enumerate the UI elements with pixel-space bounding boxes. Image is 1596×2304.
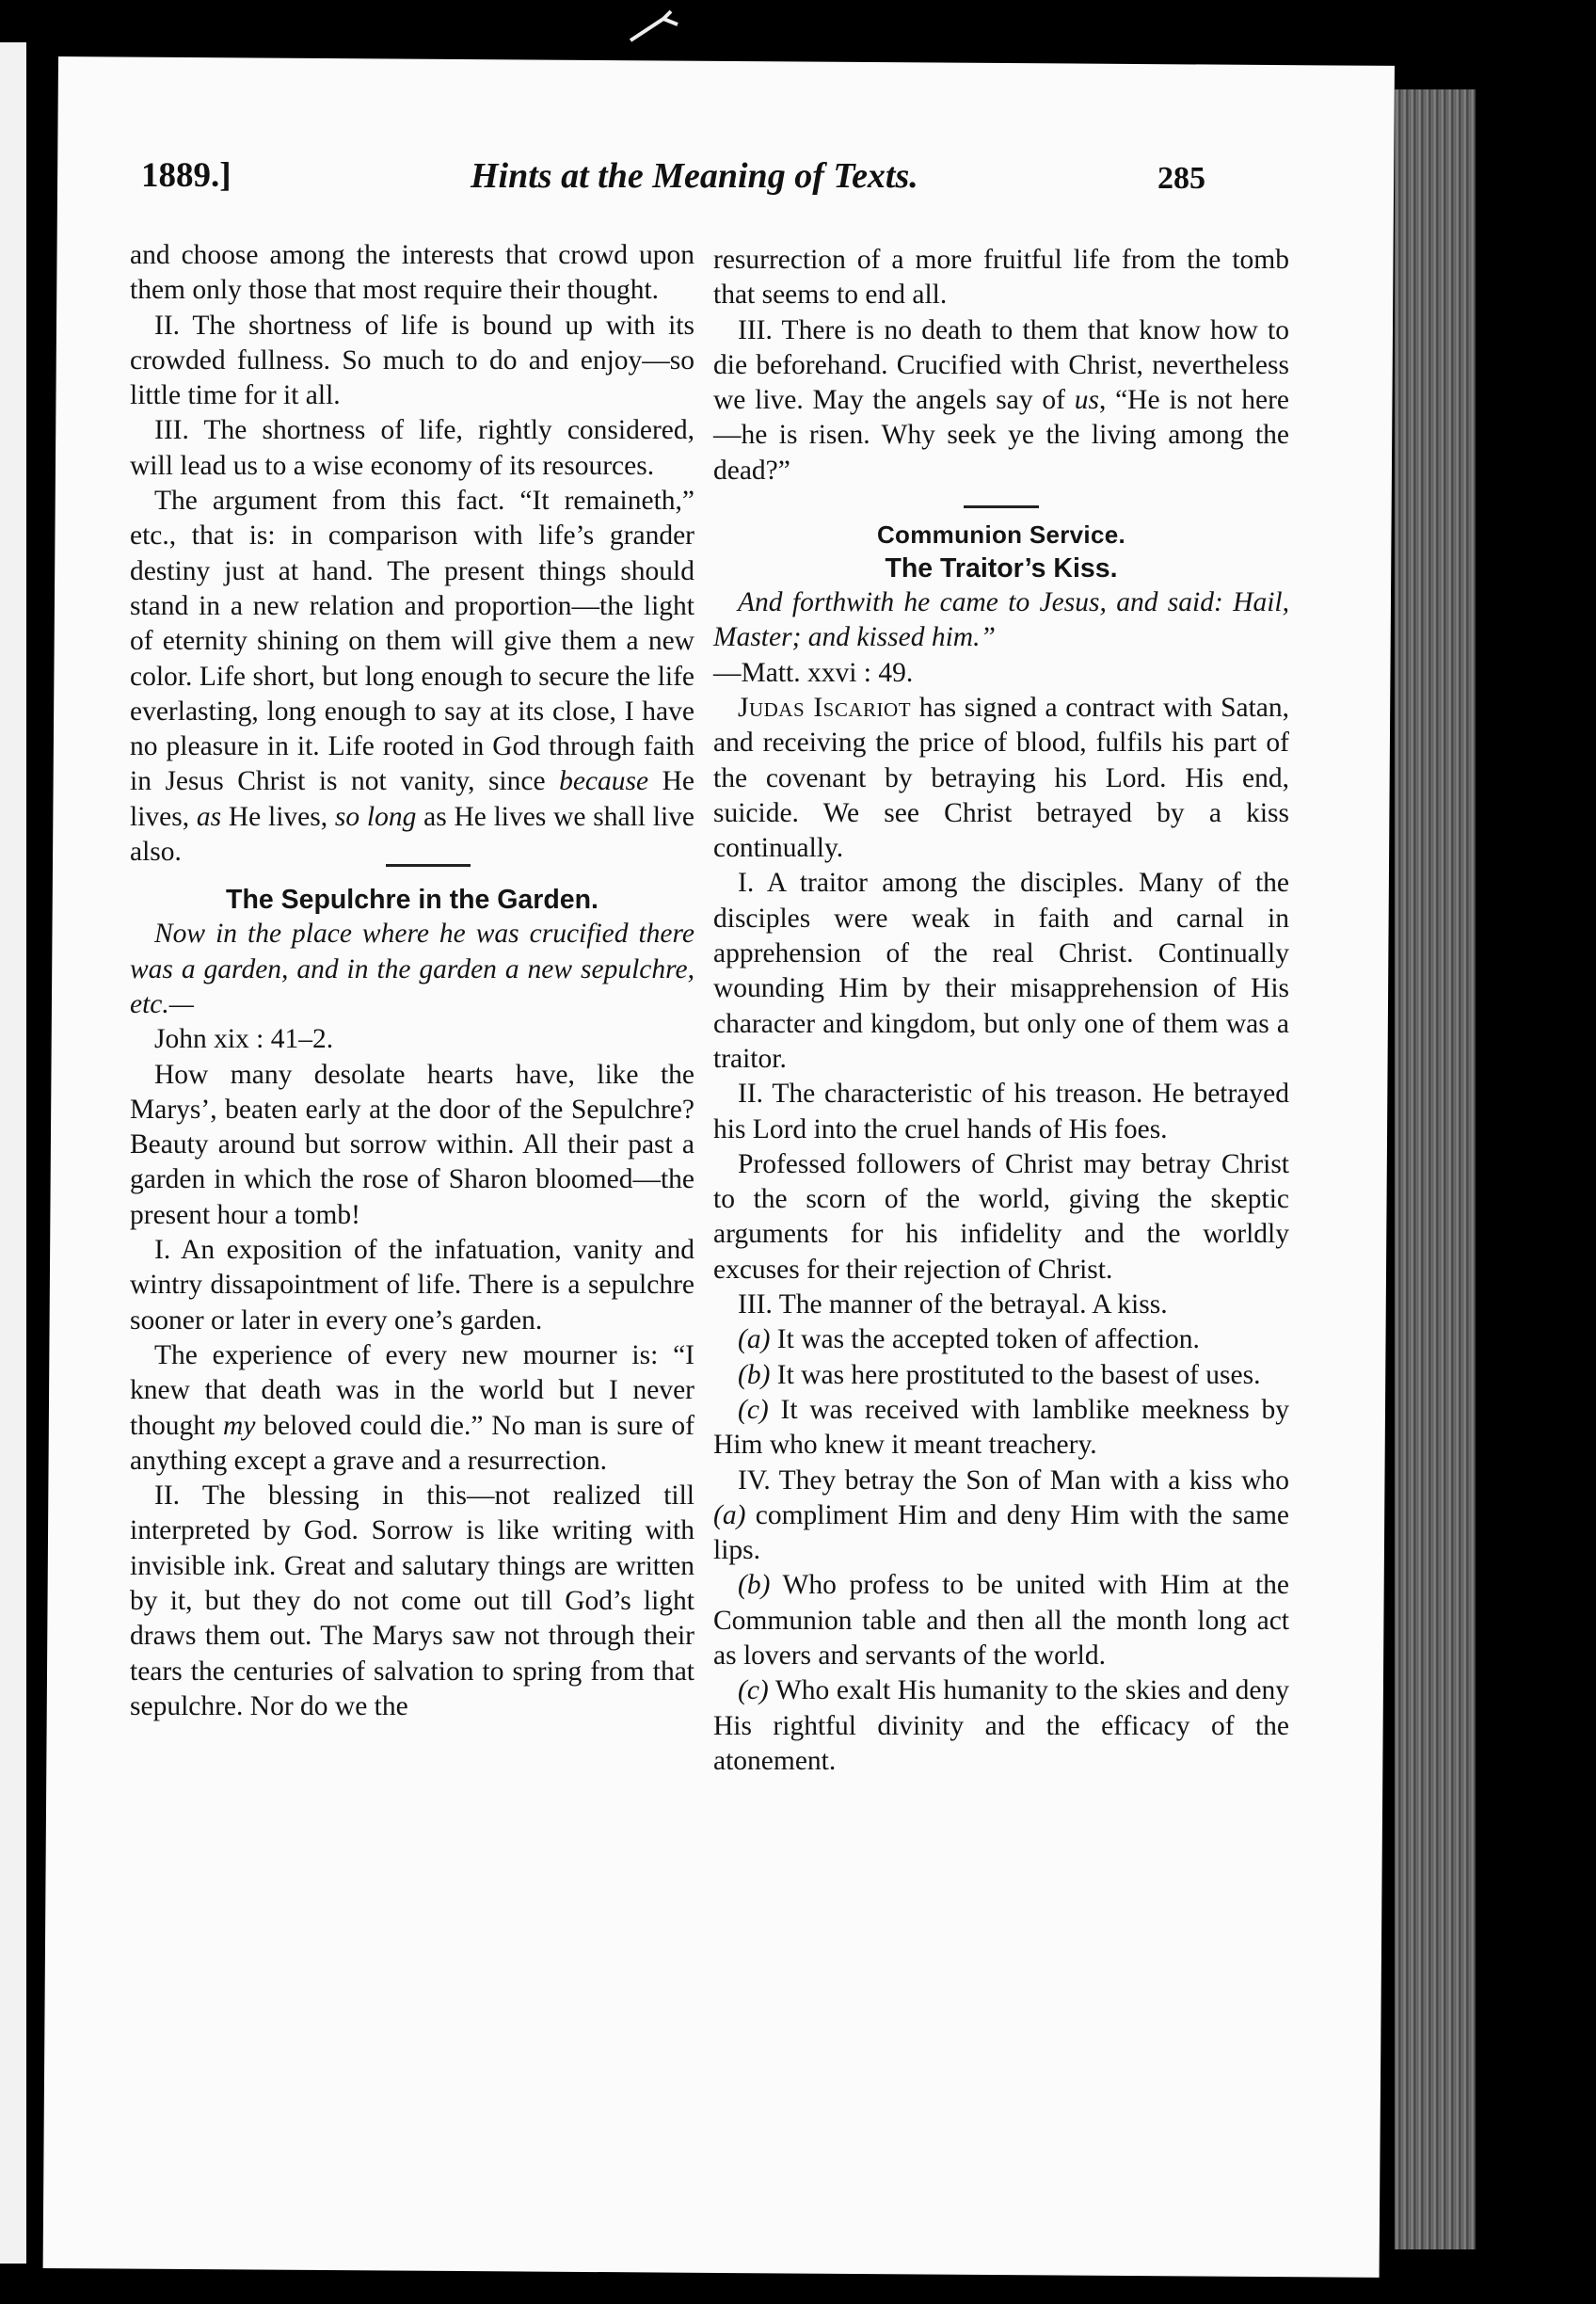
right-column (713, 243, 1289, 1779)
right-p9-text: It was here prostituted to the basest of uses. (770, 1359, 1261, 1390)
section-label-communion: Communion Service. (876, 520, 1126, 550)
right-paragraph-10 (713, 1393, 1289, 1464)
right-p13-text: Who exalt His humanity to the skies and deny His rightful divinity and the efficacy of the atonement. (713, 1675, 1289, 1776)
right-p10-label-c: (c) (738, 1394, 769, 1425)
right-paragraph-1: resurrection of a more fruitful life from the tomb that seems to end all. (713, 245, 1289, 311)
right-paragraph-2 (713, 313, 1289, 488)
right-p12-label-b: (b) (738, 1570, 771, 1601)
left-p4-text-c: He lives, (130, 766, 694, 832)
right-paragraph-7: III. The manner of the betrayal. A kiss. (738, 1289, 1168, 1320)
right-paragraph-3 (713, 691, 1289, 866)
book-fore-edge (1395, 89, 1476, 2249)
right-p11-text-a: IV. They betray the Son of Man with a kiss who (738, 1464, 1289, 1496)
right-paragraph-9 (713, 1358, 1289, 1393)
section-divider-right (964, 505, 1039, 508)
right-p2-text-a: III. There is no death to them that know how to die beforehand. Crucified with Christ, nevertheless we live. May the angels say of (713, 314, 1289, 416)
right-p10-text: It was received with lamblike meekness by Him who knew it meant treachery. (713, 1394, 1289, 1461)
page-number: 285 (1157, 161, 1205, 196)
running-header (141, 155, 1223, 212)
left-p4-text-a: The argument from this fact. “It remaineth,” etc., that is: in comparison with life’s grander destiny just at hand. The present things should stand in a new relation and proportion—the light of eternity shining on them will give them a new color. Life short, but long enough to secure the life everlasting, long enough to say at its close, I have no pleasure in it. Life rooted in God through faith in Jesus Christ is not vanity, since (130, 486, 694, 797)
epigraph-sepulchre: Now in the place where he was crucified there was a garden, and in the garden a new sepulchre, etc.— (130, 919, 694, 1019)
right-p11-text-c: compliment Him and deny Him with the same lips. (713, 1499, 1289, 1566)
left-p7-text-c: beloved could die.” No man is sure of anything except a grave and a resurrection. (130, 1410, 694, 1476)
left-column (130, 238, 694, 1724)
citation-john: John xix : 41–2. (154, 1024, 334, 1055)
left-p4-italic-as: as (196, 801, 222, 832)
left-p7-italic-my: my (223, 1410, 256, 1441)
left-p4-italic-so-long: so long (334, 801, 417, 832)
right-p12-text: Who profess to be united with Him at the Communion table and then all the month long act as lovers and servants of the world. (713, 1570, 1289, 1671)
left-paragraph-7 (130, 1338, 694, 1479)
citation-matthew: —Matt. xxvi : 49. (713, 657, 914, 688)
left-p7-text-a: The experience of every new mourner is: “I knew that death was in the world but I never thought (130, 1339, 694, 1441)
right-p8-label-a: (a) (738, 1324, 771, 1355)
right-paragraph-5: II. The characteristic of his treason. He betrayed his Lord into the cruel hands of His foes. (713, 1079, 1289, 1144)
right-paragraph-8 (713, 1322, 1289, 1357)
right-paragraph-13 (713, 1673, 1289, 1779)
right-paragraph-12 (713, 1568, 1289, 1673)
left-p4-text-e: He lives, (221, 801, 335, 832)
right-p2-text-c: , “He is not here—he is risen. Why seek ye the living among the dead?” (713, 385, 1289, 486)
right-p11-label-a: (a) (713, 1499, 746, 1530)
right-p2-italic-us: us (1074, 385, 1099, 416)
left-p4-text-g: as He lives we shall live also. (130, 801, 694, 868)
left-paragraph-2: II. The shortness of life is bound up with its crowded fullness. So much to do and enjoy—so little time for it all. (130, 310, 694, 411)
right-p13-label-c: (c) (738, 1675, 769, 1706)
right-p3-text-b: has signed a contract with Satan, and receiving the price of blood, fulfils his part of the covenant by betraying his Lord. His end, suicide. We see Christ betrayed by a kiss continually. (713, 692, 1290, 864)
right-p3-name-judas: Judas Iscariot (738, 692, 912, 723)
left-paragraph-3: III. The shortness of life, rightly considered, will lead us to a wise economy of its resources. (130, 415, 694, 481)
left-paragraph-1: and choose among the interests that crowd upon them only those that most require their thought. (130, 240, 694, 306)
facing-page-edge (0, 42, 26, 2264)
section-divider-left (386, 864, 471, 867)
left-paragraph-8: II. The blessing in this—not realized till interpreted by God. Sorrow is like writing with invisible ink. Great and salutary things are written by it, but they do not come out till God’s light draws them out. The Marys saw not through their tears the centuries of salvation to spring from that sepulchre. Nor do we the (130, 1480, 694, 1721)
right-paragraph-4: I. A traitor among the disciples. Many of the disciples were weak in faith and carnal in apprehension of the real Christ. Continually wounding Him by their misapprehension of His character and kingdom, but only one of them was a traitor. (713, 868, 1289, 1074)
header-year: 1889.] (141, 156, 231, 195)
right-paragraph-11 (713, 1464, 1289, 1569)
right-paragraph-6: Professed followers of Christ may betray Christ to the scorn of the world, giving the skeptic arguments for his infidelity and the worldly excuses for their rejection of Christ. (713, 1148, 1289, 1285)
left-paragraph-5: How many desolate hearts have, like the Marys’, beaten early at the door of the Sepulchre? Beauty around but sorrow within. All their past a garden in which the rose of Sharon bloomed—the present hour a tomb! (130, 1059, 694, 1230)
right-p8-text: It was the accepted token of affection. (770, 1324, 1200, 1355)
section-heading-sepulchre: The Sepulchre in the Garden. (226, 885, 598, 916)
left-paragraph-6: I. An exposition of the infatuation, vanity and wintry dissapointment of life. There is a sepulchre sooner or later in every one’s garden. (130, 1235, 694, 1336)
epigraph-traitors-kiss: And forthwith he came to Jesus, and said: Hail, Master; and kissed him.” (713, 587, 1289, 653)
section-heading-traitors-kiss: The Traitor’s Kiss. (885, 553, 1118, 584)
header-running-title: Hints at the Meaning of Texts. (471, 156, 918, 196)
scan-artifact-mark (626, 8, 692, 45)
left-paragraph-4 (130, 484, 694, 870)
left-p4-italic-because: because (559, 766, 649, 797)
right-p9-label-b: (b) (738, 1359, 771, 1390)
